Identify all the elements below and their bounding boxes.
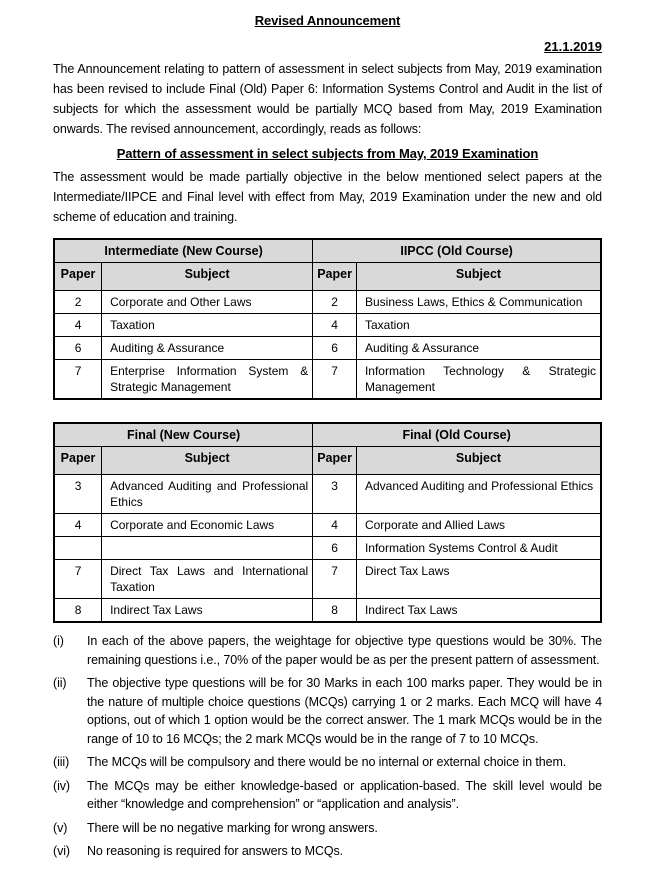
- paper-number: 7: [54, 560, 102, 599]
- note-marker: (v): [53, 820, 68, 835]
- table-row: [54, 537, 601, 560]
- paper-number: 7: [54, 360, 102, 400]
- paper-number: 2: [313, 291, 357, 314]
- section-paragraph: The assessment would be made partially objective in the below mentioned select papers at the Intermediate/IIPCE and Final level with effect from May, 2019 Examination under the new and old scheme of education and training.: [53, 170, 602, 224]
- note-text: In each of the above papers, the weightage for objective type questions would be 30%. The remaining questions i.e., 70% of the paper would be as per the present pattern of assessment.: [87, 634, 602, 667]
- table-row: [54, 560, 601, 599]
- paper-number: 7: [313, 360, 357, 400]
- table-row: [54, 291, 601, 314]
- note-item-ii: [53, 674, 602, 748]
- paper-number: 4: [313, 314, 357, 337]
- column-header-subject: Subject: [102, 447, 313, 475]
- note-item-vi: [53, 842, 602, 861]
- subject-cell: Indirect Tax Laws: [356, 599, 601, 623]
- note-text: The MCQs will be compulsory and there would be no internal or external choice in them.: [87, 755, 567, 769]
- subject-cell: Advanced Auditing and Professional Ethics: [102, 475, 313, 514]
- paper-number: 4: [313, 514, 357, 537]
- document-date: 21.1.2019: [544, 39, 602, 54]
- table-row: [54, 314, 601, 337]
- paper-number: 6: [313, 337, 357, 360]
- subject-cell: Information Systems Control & Audit: [356, 537, 601, 560]
- note-text: There will be no negative marking for wrong answers.: [87, 820, 378, 835]
- paper-number: 3: [313, 475, 357, 514]
- intermediate-iipcc-table: [53, 238, 602, 400]
- table-course-header-row: [54, 423, 601, 447]
- note-marker: (iv): [53, 778, 70, 793]
- paper-number: 6: [54, 337, 102, 360]
- note-item-iv: [53, 777, 602, 814]
- document-title: Revised Announcement: [254, 13, 401, 28]
- paper-number: 2: [54, 291, 102, 314]
- note-marker: (iii): [53, 755, 70, 769]
- notes-list: [53, 632, 602, 861]
- subject-cell: Information Technology & Strategic Management: [356, 360, 601, 400]
- subject-cell: Direct Tax Laws: [356, 560, 601, 599]
- paper-number: 6: [313, 537, 357, 560]
- paper-number: 8: [313, 599, 357, 623]
- table-course-header-row: [54, 239, 601, 263]
- note-text: The MCQs may be either knowledge-based or application-based. The skill level would be either “knowledge and comprehension” or “application and analysis”.: [87, 778, 602, 811]
- subject-cell: Corporate and Economic Laws: [102, 514, 313, 537]
- paper-number: 3: [54, 475, 102, 514]
- column-header-paper: Paper: [54, 447, 102, 475]
- subject-cell: Enterprise Information System & Strategic Management: [102, 360, 313, 400]
- course-header-left: Intermediate (New Course): [54, 239, 313, 263]
- subject-cell: Corporate and Allied Laws: [356, 514, 601, 537]
- final-courses-table: [53, 422, 602, 623]
- column-header-paper: Paper: [313, 447, 357, 475]
- column-header-subject: Subject: [356, 447, 601, 475]
- paper-number: 8: [54, 599, 102, 623]
- subject-cell: Advanced Auditing and Professional Ethics: [356, 475, 601, 514]
- note-marker: (vi): [53, 844, 70, 858]
- intro-paragraph: The Announcement relating to pattern of assessment in select subjects from May, 2019 examination has been revised to include Final (Old) Paper 6: Information Systems Control and Audit in the list of subjects for which the assessment would be partially MCQ based from May, 2019 Examination onwards. The revised announcement, accordingly, reads as follows:: [53, 62, 602, 136]
- column-header-subject: Subject: [356, 263, 601, 291]
- subject-cell: Taxation: [102, 314, 313, 337]
- table-column-header-row: [54, 263, 601, 291]
- table-row: [54, 360, 601, 400]
- paper-number: 4: [54, 514, 102, 537]
- subject-cell: Taxation: [356, 314, 601, 337]
- subject-cell: Business Laws, Ethics & Communication: [356, 291, 601, 314]
- note-item-v: [53, 819, 602, 838]
- table-column-header-row: [54, 447, 601, 475]
- subject-cell: Corporate and Other Laws: [102, 291, 313, 314]
- subject-cell-empty: [102, 537, 313, 560]
- paper-number: 7: [313, 560, 357, 599]
- paper-number-empty: [54, 537, 102, 560]
- subject-cell: Auditing & Assurance: [356, 337, 601, 360]
- note-marker: (i): [53, 634, 64, 648]
- column-header-paper: Paper: [54, 263, 102, 291]
- subject-cell: Indirect Tax Laws: [102, 599, 313, 623]
- table-row: [54, 475, 601, 514]
- table-row: [54, 337, 601, 360]
- column-header-paper: Paper: [313, 263, 357, 291]
- table-row: [54, 514, 601, 537]
- paper-number: 4: [54, 314, 102, 337]
- column-header-subject: Subject: [102, 263, 313, 291]
- course-header-right: IIPCC (Old Course): [313, 239, 601, 263]
- note-text: No reasoning is required for answers to MCQs.: [87, 844, 344, 858]
- table-row: [54, 599, 601, 623]
- course-header-right: Final (Old Course): [313, 423, 601, 447]
- note-marker: (ii): [53, 676, 67, 690]
- subject-cell: Auditing & Assurance: [102, 337, 313, 360]
- subject-cell: Direct Tax Laws and International Taxation: [102, 560, 313, 599]
- note-item-i: [53, 632, 602, 669]
- note-item-iii: [53, 753, 602, 772]
- note-text: The objective type questions will be for 30 Marks in each 100 marks paper. They would be in the nature of multiple choice questions (MCQs) carrying 1 or 2 marks. Each MCQ will have 4 options, out of which 1 option would be the correct answer. The 1 mark MCQs would be in the range of 10 to 16 MCQs; the 2 mark MCQs would be in the range of 7 to 10 MCQs.: [87, 676, 602, 746]
- course-header-left: Final (New Course): [54, 423, 313, 447]
- section-heading: Pattern of assessment in select subjects from May, 2019 Examination: [116, 146, 539, 161]
